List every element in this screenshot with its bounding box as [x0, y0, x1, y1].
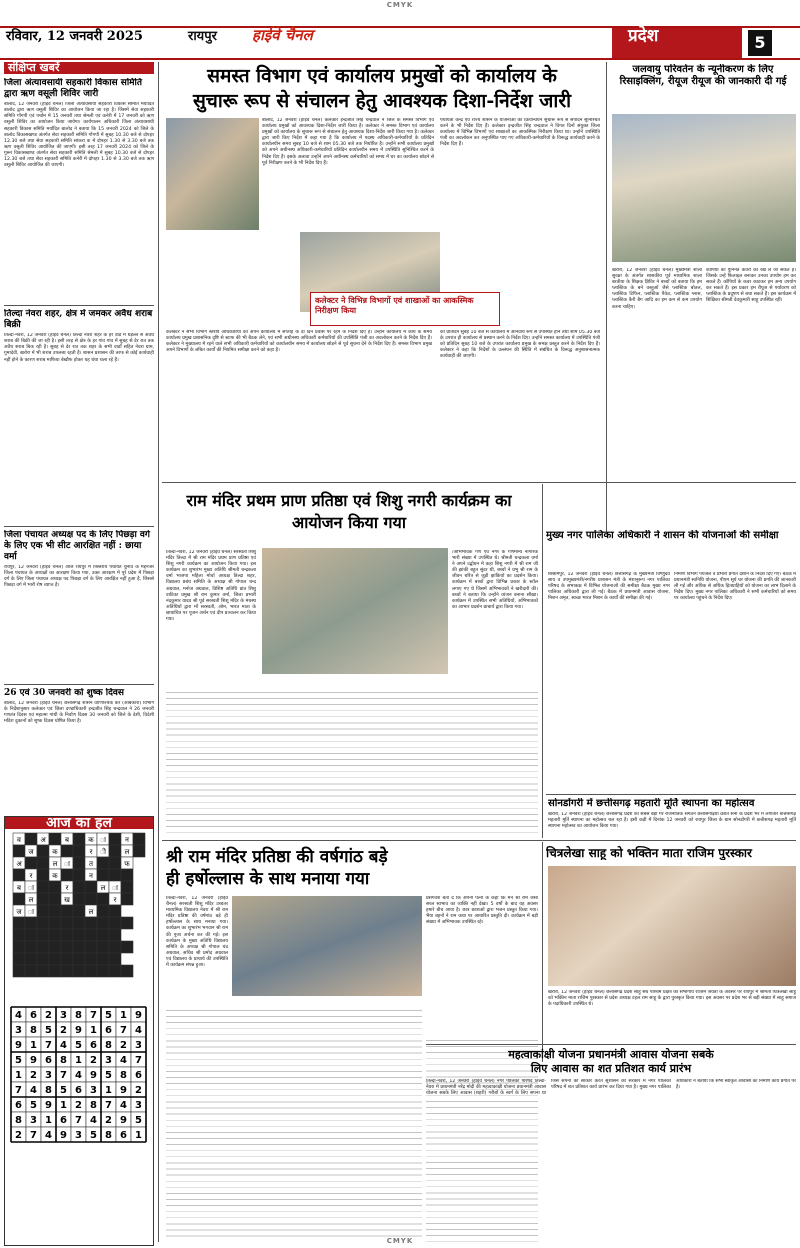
crossword-cell	[109, 905, 121, 917]
sudoku-digit: 4	[15, 1010, 22, 1022]
puzzle-title: आज का हल	[5, 817, 153, 829]
crossword-cell	[49, 917, 61, 929]
sudoku-digit: 8	[45, 1085, 52, 1097]
crossword-cell	[37, 893, 49, 905]
lead-body-4: को प्रतिदिन सुबह 10 बजे से कार्यालय में अनिवार्य रूप से उपस्थित होने तथा शाम 05.30 बजे के उपरांत ही कार्यालय से प्रस्थान करने के निर्देश दिए। उन्होंने समस्त कार्यालय में उपस्थिति पंजी को प्रतिदिन सुबह 10 बजे के उपरांत कार्यालय प्रमुख के समक्ष प्रस्तुत करने के निर्देश दिए हैं। कलेक्टर ने कहा कि निर्देशों के उल्लंघन की स्थिति में संबंधित के विरूद्ध अनुशासनात्मक कार्यवाही की जाएगी।	[440, 330, 600, 360]
section-title: प्रदेश	[628, 26, 659, 46]
crossword-cell	[85, 941, 97, 953]
crossword-cell	[97, 929, 109, 941]
brief-body-1: बालोद, 12 जनवरी (हाईवे चैनल) जिला अंत्यावसायी सहकारी विकास समिति मर्यादित बालोद द्वारा ऋण वसूली शिविर का आयोजन किया जा रहा है। जिसमें सेवा सहकारी समिति गोंगपी एवं पर्चाम में 15 जनवरी तथा श्रेमली एवं कनेरी में 17 जनवरी को ऋण वसूली शिविर का आयोजन किया जायेगा। कार्यपालन अधिकारी जिला अंत्यावसायी सहकारी विकास समिति मर्यादित बालोद ने बताया कि 15 जनवरी 2024 को जिले के बालोद विकासखण्ड अंतर्गत सेवा सहकारी समिति गोंगपी में सुबह 10.30 बजे से दोपहर 12.30 बजे तथा सेवा सहकारी समिति सांकरा क में दोपहर 1.30 से 3.30 बजे तक ऋण वसूली शिविर आयोजित की जाएगी। इसी तरह 17 जनवरी 2024 को जिले के गुरूर विकासखण्ड अंतर्गत सेवा सहकारी समिति श्रेमली में सुबह 10.30 बजे से दोपहर 12.30 बजे तथा सेवा सहकारी समिति कनेरी में दोपहर 1.30 से 3.30 बजे तक ऋण वसूली शिविर आयोजित की जाएगी।	[4, 102, 154, 169]
sudoku-digit: 4	[30, 1085, 37, 1097]
crossword-cell	[73, 857, 85, 869]
sudoku-digit: 2	[30, 1070, 37, 1082]
crossword-cell	[97, 905, 109, 917]
sudoku-digit: 4	[60, 1040, 67, 1052]
crossword-letter: ल	[88, 908, 94, 917]
lead-headline-1: समस्त विभाग एवं कार्यालय प्रमुखों को कार्यालय के	[207, 65, 557, 87]
crossword-letter: क	[52, 848, 58, 857]
anniversary-headline-1: श्री राम मंदिर प्रतिष्ठा की वर्षगांठ बड़े	[166, 847, 388, 867]
sudoku-digit: 1	[45, 1115, 52, 1127]
sudoku-digit: 1	[30, 1040, 37, 1052]
sudoku-digit: 2	[135, 1085, 142, 1097]
sudoku-digit: 6	[15, 1100, 22, 1112]
sudoku-digit: 7	[105, 1100, 112, 1112]
crossword-cell	[37, 929, 49, 941]
sudoku-digit: 1	[60, 1100, 67, 1112]
sudoku-digit: 8	[105, 1040, 112, 1052]
crossword-cell	[97, 917, 109, 929]
mahtari-headline: सोनडोंगरी में छत्तीसगढ़ महतारी मूर्ति स्थापना का महोत्सव	[548, 798, 755, 809]
crossword-cell	[37, 965, 49, 977]
school-children-photo	[612, 114, 796, 262]
sudoku-digit: 1	[135, 1130, 142, 1142]
sudoku-digit: 2	[75, 1100, 82, 1112]
lead-body-1: बालोद, 12 जनवरी (हाईवे चैनल) कलेक्टर इन्द्रजीत सिंह चन्द्रवाल ने जिले के समस्त विभाग एवं कार्यालय प्रमुखों को आवश्यक दिशा-निर्देश जारी किया है। कलेक्टर ने समस्त विभाग एवं कार्यालय प्रमुखों को कार्यालय के सुचारू रूप से संचालन हेतु आवश्यक दिशा-निर्देश जारी किया गया है। कलेक्टर द्वारा जारी किए निर्देश में कहा गया है कि कार्यालय में पदस्थ अधिकारी-कर्मचारियों के प्रतिदिन कार्यालयीन समय सुबह 10 बजे से शाम 05.30 बजे तक निर्धारित है। उन्होंने सभी कार्यालय प्रमुखों को अपने अधीनस्थ अधिकारी-कर्मचारियों प्रतिदिन कार्यालयीन समय में उपस्थिति सुनिश्चित करने के निर्देश दिए हैं। इसके अलावा उन्होंने अपने अधीनस्थ कर्मचारियों को समय में घर का कार्यालय छोड़ने से पूर्व निरीक्षण करने के भी निर्देश दिए हैं।	[262, 118, 434, 166]
sudoku-digit: 3	[30, 1115, 37, 1127]
sudoku-digit: 1	[120, 1010, 127, 1022]
lead-story	[162, 64, 602, 114]
sudoku-digit: 7	[135, 1055, 142, 1067]
sudoku-digit: 5	[90, 1130, 97, 1142]
crossword-letter: ख	[64, 896, 70, 905]
brief-headline-3: जिला पंचायत अध्यक्ष पद के लिए पिछड़ा वर्ग के लिए एक भी सीट आरक्षित नहीं : छाया वर्मा	[4, 530, 150, 563]
sudoku-digit: 8	[60, 1055, 67, 1067]
sudoku-digit: 4	[135, 1025, 142, 1037]
crossword-cell	[73, 953, 85, 965]
crossword-letter: अ	[16, 860, 22, 869]
sudoku-digit: 5	[105, 1070, 112, 1082]
sudoku-digit: 5	[135, 1115, 142, 1127]
crossword-cell	[37, 953, 49, 965]
crossword-cell	[73, 881, 85, 893]
sudoku-digit: 8	[75, 1010, 82, 1022]
crossword-letter: त	[89, 860, 93, 869]
ram-headline: राम मंदिर प्रथम प्राण प्रतिष्ठा एवं शिशु नगरी कार्यक्रम का आयोजन किया गया	[186, 491, 512, 532]
crossword-letter: र	[113, 896, 117, 905]
meeting-headline: मुख्य नगर पालिका अधिकारी ने शासन की योजनाओं की समीक्षा	[546, 530, 779, 541]
crossword-cell	[61, 845, 73, 857]
crossword-cell	[13, 917, 25, 929]
crossword-letter: ज	[28, 848, 34, 857]
crossword-cell	[97, 953, 109, 965]
crossword-cell	[61, 941, 73, 953]
collector-portrait	[166, 118, 259, 230]
sudoku-digit: 1	[90, 1025, 97, 1037]
brief-headline-1: जिला अंत्यावसायी सहकारी विकास समिति द्वारा ऋण वसूली शिविर जारी	[4, 78, 143, 100]
sudoku-digit: 1	[15, 1070, 22, 1082]
crossword-cell	[73, 905, 85, 917]
crossword-cell	[13, 893, 25, 905]
crossword-cell	[109, 869, 121, 881]
sudoku-digit: 4	[90, 1115, 97, 1127]
brief-headline-4: 26 एवं 30 जनवरी को शुष्क दिवस	[4, 688, 124, 699]
sudoku-digit: 7	[75, 1115, 82, 1127]
sudoku-digit: 5	[105, 1010, 112, 1022]
ram-body-1: तिल्दा-नेवरा, 12 जनवरी (हाईवे चैनल) सरस्वती शिशु मंदिर तिल्दा में श्री राम मंदिर प्रथम प्राण प्रतिष्ठा एवं शिशु नगरी कार्यक्रम का आयोजन किया गया। इस कार्यक्रम का शुभारंभ मुख्य अतिथि श्रीमती चन्द्रकला वर्मा भाजपा महिला मोर्चा अध्यक्ष तिल्दा शहर, विद्यालय प्रबंध समिति के अध्यक्ष श्री गोपाल चन्द अग्रवाल, मनोज अग्रवाल, विशिष्ट अतिथि प्रांत शिशु वाटिका प्रमुख श्री राम कुमार वर्मा, जिला प्रभारी नंदकुमार यादव श्री पूर्व सरस्वती शिशु मंदिर के मंचस्थ अतिथियों द्वारा माँ सरस्वती, ओम, भारत माता के छायाचित्र पर पूजन अर्चन एवं दीप प्रज्वलन कर किया गया।	[166, 550, 256, 623]
crossword-cell	[73, 893, 85, 905]
crossword-cell	[37, 941, 49, 953]
sudoku-digit: 7	[45, 1040, 52, 1052]
sudoku-digit: 8	[90, 1100, 97, 1112]
crossword-cell	[109, 917, 121, 929]
crossword-cell	[85, 881, 97, 893]
climate-body-1: खरोरा, 12 जनवरी (हाईवे चैनल) मुख्यमंत्री शाला सुरक्षा के अंतर्गत शासकीय पूर्व माध्यमिक शाला बरतीया के शिक्षक ज्ञिविर ने बच्चों को बताया कि हम प्लास्टिक के बने वस्तुओं जैसे प्लास्टिक बोतल, प्लास्टिक टिफिन, प्लास्टिक पैकेट, प्लास्टिक ग्लास, प्लास्टिक कैरी बैग आदि का हम कम से कम उपयोग करना चाहिए।	[612, 268, 702, 310]
crossword-cell	[37, 845, 49, 857]
crossword-cell	[133, 833, 145, 845]
crossword-cell	[13, 845, 25, 857]
crossword-cell	[109, 833, 121, 845]
crossword-letter: ा	[112, 884, 118, 893]
ram-story	[164, 490, 534, 534]
section-banner	[612, 28, 742, 58]
print-color-marks-bottom: CMYK	[386, 1237, 414, 1245]
sudoku-digit: 6	[105, 1025, 112, 1037]
lead-headline-2: सुचारू रूप से संचालन हेतु आवश्यक दिशा-निर्देश जारी	[192, 90, 572, 112]
sudoku-digit: 9	[90, 1070, 97, 1082]
crossword-cell	[49, 953, 61, 965]
crossword-cell	[97, 857, 109, 869]
crossword-cell	[61, 869, 73, 881]
crossword-letter: क	[88, 836, 94, 845]
issue-date: रविवार, 12 जनवरी 2025	[6, 29, 143, 44]
crossword-cell	[37, 881, 49, 893]
sudoku-digit: 2	[60, 1025, 67, 1037]
print-color-marks: CMYK	[386, 1, 414, 9]
crossword-letter: ा	[28, 908, 34, 917]
newspaper-logo: हाईवे चैनल	[252, 26, 313, 44]
crossword-letter: अ	[40, 836, 46, 845]
sudoku-digit: 2	[45, 1010, 52, 1022]
crossword-cell	[85, 929, 97, 941]
sudoku-digit: 6	[135, 1070, 142, 1082]
crossword-cell	[73, 845, 85, 857]
climate-body-2: कॉपियों को पुनिनत कवरों को रख ले जा सकते हैं। जिसके उन्हें फिलाइल बनाकर उनका उपयोग हम कर सकते हैं। कॉपियों के कवर काटकर हम अन्य उपयोग कर सकते हैं। इस प्रकार हम रीयूज से पर्यावरण को प्लास्टिक के प्रदूषण से बचा सकते हैं। इस कार्यक्रम में शिक्षिका श्रीमती देवकुमारी साहू उपस्थित रहीं।	[706, 268, 796, 304]
crossword-letter: र	[65, 884, 69, 893]
crossword-letter: न	[125, 836, 129, 845]
crossword-cell	[109, 845, 121, 857]
sudoku-digit: 2	[90, 1055, 97, 1067]
sudoku-digit: 4	[120, 1055, 127, 1067]
sudoku-digit: 7	[90, 1010, 97, 1022]
crossword-cell	[49, 893, 61, 905]
crossword-cell	[61, 953, 73, 965]
awas-headline-1: महत्वाकांक्षी योजना प्रधानमंत्री आवास योजना सबके	[508, 1048, 714, 1061]
brief-body-4: बालोद, 12 जनवरी (हाईवे चैनल) छत्तीसगढ़ शासन वाणिज्यिक कर (आबकारी) विभाग के निर्देशानुसार कलेक्टर एवं जिला दण्डाधिकारी इन्द्रजीत सिंह चन्द्रवाल ने 26 जनवरी गणतंत्र दिवस एवं महात्मा गांधी के निर्वाण दिवस 30 जनवरी को जिले के देशी, विदेशी मदिरा दुकानों को शुष्क दिवस घोषित किया है।	[4, 701, 154, 725]
brief-body-3: रायपुर, 12 जनवरी (हाईवे चैनल) आज रायपुर में त्रिस्तरीय पंचायत चुनाव के मद्देनजर जिला पंचायत के अध्यक्षों का आरक्षण किया गया, उक्त आरक्षण में पूरे प्रदेश में पिछड़ा वर्ग के लिए जिला पंचायत अध्यक्ष पद पिछड़ा वर्ग के लिए आरक्षित नहीं हुआ है, जिससे पिछड़ा वर्ग में भारी रोष व्याप्त है।	[4, 565, 154, 589]
crossword-cell	[61, 965, 73, 977]
brief-title: संक्षिप्त खबरें	[4, 62, 154, 74]
crossword-cell	[49, 965, 61, 977]
crossword-cell	[97, 893, 109, 905]
sudoku-digit: 3	[60, 1010, 67, 1022]
crossword-cell	[73, 941, 85, 953]
sudoku-digit: 6	[30, 1010, 37, 1022]
anniversary-story	[166, 846, 536, 890]
crossword-letter: न	[89, 872, 93, 881]
climate-story	[610, 64, 796, 88]
puzzle-box	[4, 816, 154, 1246]
inspection-caption: कलेक्टर ने विभिन्न विभागों एवं शाखाओं का आकस्मिक निरीक्षण किया	[315, 295, 474, 315]
crossword-cell	[25, 857, 37, 869]
crossword-cell	[121, 881, 133, 893]
crossword-cell	[109, 953, 121, 965]
crossword-cell	[85, 893, 97, 905]
crossword-letter: ल	[100, 884, 106, 893]
crossword-cell	[13, 941, 25, 953]
meeting-body-2: निर्माण विभाग पेयजल व प्रभारी प्रगति दर्शाने के निर्देश दिए गए। बैठक में प्रधानमंत्री स्वनिधि योजना, पीएम सूर्य घर योजना की प्रगति की जानकारी ली गई और अधिक से अधिक हितग्राहियों को योजना का लाभ दिलाने के निर्देश दिए। मुख्य नगर पालिका अधिकारी ने सभी कर्मचारियों को समय पर कार्यालय पहुंचने के निर्देश दिए।	[674, 572, 796, 602]
crossword-cell	[49, 905, 61, 917]
crossword-cell	[49, 929, 61, 941]
crossword-cell	[85, 953, 97, 965]
sudoku-digit: 3	[90, 1085, 97, 1097]
chitralekha-story	[546, 846, 796, 860]
lead-body-2: कलेक्टर ने सभी विभाग स्तरीय अधिकारियों को अपने कार्यालय में सप्ताह के दो दिन प्रवास पर रहने के निर्देश दिए हैं। उन्होंने कार्यालय में कार्य के समय कार्यालय प्रमुख प्रशासनिक दृष्टि से स्टाफ की भी बैठक लेने, एवं सभी अधीनस्थ अधिकारी कर्मचारियों की उपस्थिति पंजी का अवलोकन करने के निर्देश दिए हैं। कलेक्टर ने मुख्यालय में रहने वाले सभी अधिकारी कर्मचारियों को कार्यालयीन समय में कार्यालय छोड़ने से पूर्व सूचना देने के निर्देश दिए हैं। समस्त विभाग प्रमुख अपने विभागों के लंबित कार्यों की नियमित समीक्षा करने को कहा है।	[166, 330, 432, 354]
mahtari-body: खरोरा, 12 जनवरी (हाईवे चैनल) छत्तीसगढ़ प्रदेश की सबसे बड़ी गैर राजनीतिक संगठन छत्तीसगढ़िया क्रांति सेना के प्रदेश भर में लगातार छत्तीसगढ़ महतारी मूर्ति स्थापना का महोत्सव चल रहा है। इसी कड़ी में दिनांक 12 जनवरी को रायपुर जिला के ग्राम सोनडोंगरी में छत्तीसगढ़ महतारी मूर्ति स्थापना महोत्सव का आयोजन किया गया।	[548, 812, 796, 830]
crossword-letter: ल	[52, 860, 58, 869]
crossword-cell	[13, 965, 25, 977]
brief-body-2: तिल्दा-नेवरा, 12 जनवरी (हाईवे चैनल) तिल्दा नेवरा शहर के हर वार्ड में धड़ल्ले से अवैध शराब की बिक्री की जा रही है। इसी तरह से क्षेत्र के हर गांव गांव में सुबह से देर रात तक अवैध शराब बिक रही है। सुबह से देर रात तक शहर के सभी वार्डों सहित नेवरा ग्राम, गुमादेवी, खरोरा में भी शराब उपलब्ध रहती है। शासन प्रशासन की तरफ से कोई कार्यवाही नहीं होने के कारण शराब माफिया बेखौफ होकर यह धंधा चला रहे हैं।	[4, 333, 154, 363]
sudoku-digit: 9	[135, 1010, 142, 1022]
sudoku-digit: 3	[15, 1025, 22, 1037]
sudoku-digit: 9	[30, 1055, 37, 1067]
crossword-letter: ा	[100, 836, 106, 845]
crossword-letter: ल	[124, 848, 130, 857]
sudoku-digit: 1	[105, 1085, 112, 1097]
crossword-cell	[121, 893, 133, 905]
crossword-letter: व	[17, 836, 21, 845]
crossword-letter: ज	[16, 908, 22, 917]
crossword-cell	[25, 833, 37, 845]
climate-headline: जलवायु परिवर्तन के न्यूनीकरण के लिए रिसाइक्लिंग, रीयूज रीयूज की जानकारी दी गई	[619, 64, 787, 87]
sudoku-digit: 9	[120, 1115, 127, 1127]
sudoku-digit: 7	[60, 1070, 67, 1082]
crossword-cell	[37, 857, 49, 869]
crossword-cell	[85, 965, 97, 977]
crossword-grid	[5, 829, 153, 999]
crossword-letter: ल	[28, 896, 34, 905]
crossword-cell	[25, 953, 37, 965]
crossword-cell	[73, 833, 85, 845]
sudoku-digit: 3	[45, 1070, 52, 1082]
crossword-letter: र	[29, 872, 33, 881]
sudoku-digit: 5	[75, 1040, 82, 1052]
crossword-cell	[37, 917, 49, 929]
sudoku-digit: 5	[15, 1055, 22, 1067]
crossword-letter: ब	[17, 884, 21, 893]
anniversary-headline-2: ही हर्षोल्लास के साथ मनाया गया	[166, 869, 370, 889]
anniversary-photo	[232, 896, 422, 996]
sudoku-digit: 5	[30, 1100, 37, 1112]
crossword-cell	[109, 965, 121, 977]
sudoku-digit: 7	[120, 1025, 127, 1037]
anniversary-body-2: प्रसंगवश बता दें कि अपनी पत्नी के कहा कि मैंने श्री राम जैसा सरल स्वभाव का व्यक्ति नहीं देखा। 5 वर्षों के बाद यह अवसर हमारे बीच आया है। छात्र छात्राओं द्वारा भजन प्रस्तुत किया गया। भैया बहनों ने राम कथा पर आधारित प्रस्तुति दी। कार्यक्रम में बड़ी संख्या में अभिभावक उपस्थित रहे।	[426, 896, 538, 926]
sudoku-digit: 3	[135, 1100, 142, 1112]
crossword-cell	[97, 965, 109, 977]
sudoku-digit: 5	[60, 1085, 67, 1097]
crossword-letter: ी	[100, 848, 106, 857]
sudoku-digit: 1	[75, 1055, 82, 1067]
crossword-cell	[121, 917, 133, 929]
sudoku-digit: 3	[105, 1055, 112, 1067]
crossword-cell	[49, 833, 61, 845]
crossword-cell	[73, 869, 85, 881]
crossword-cell	[37, 869, 49, 881]
meeting-story	[546, 530, 796, 542]
crossword-letter: ा	[28, 884, 34, 893]
page-number: 5	[748, 30, 772, 56]
crossword-letter: र	[89, 848, 93, 857]
crossword-cell	[73, 917, 85, 929]
sudoku-grid	[5, 1001, 153, 1231]
crossword-cell	[61, 917, 73, 929]
brief-headline-2: तिल्दा नेवरा शहर, क्षेत्र में जमकर अवैध शराब बिक्री	[4, 309, 153, 331]
inspection-caption-box	[310, 292, 500, 326]
sudoku-digit: 8	[30, 1025, 37, 1037]
awas-story	[426, 1048, 796, 1239]
crossword-cell	[121, 941, 133, 953]
crossword-cell	[133, 845, 145, 857]
crossword-cell	[13, 869, 25, 881]
sudoku-digit: 7	[30, 1130, 37, 1142]
crossword-cell	[73, 929, 85, 941]
chitralekha-headline: चित्रलेखा साहू को भक्तिन माता राजिम पुरस्कार	[546, 846, 752, 860]
sudoku-digit: 2	[105, 1115, 112, 1127]
mahtari-story	[548, 798, 796, 844]
sudoku-digit: 3	[75, 1130, 82, 1142]
sudoku-digit: 3	[135, 1040, 142, 1052]
chitralekha-body: खरोरा, 12 जनवरी (हाईवे चैनल) छत्तीसगढ़ प्रदेश साहू संघ पश्चिम प्रक्षेत्र की संभागीय राजिम जयंती के अवसर पर रायपुर में श्रीमती चित्रलेखा साहू को भक्तिन माता राजिम पुरस्कार से प्रदेश अध्यक्ष टहल राम साहू के द्वारा पुरस्कृत किया गया। इस अवसर पर प्रदेश भर से बड़ी संख्या में साहू समाज के पदाधिकारी उपस्थित थे।	[548, 990, 796, 1008]
sudoku-digit: 8	[105, 1130, 112, 1142]
crossword-cell	[61, 905, 73, 917]
awas-body: तिल्दा-नेवरा, 12 जनवरी (हाईवे चैनल) नगर पालिका परिषद तिल्दा-नेवरा में प्रधानमंत्री नरेंद्र मोदी की महत्वाकांक्षी योजना प्रधानमंत्री आवास योजना सबके लिए आवास (शहरी) गरीबों के स्वर्ग के लिए सपना था जिसे सपनों को साकार करते सुशासन की सरकार में नगर पालिका परिषद में शत प्रतिशत कार्य प्रारंभ कर दिया गया है। मुख्य नगर पालिका अधिकारी ने बताया कि सभी स्वीकृत आवासों का निर्माण कार्य प्रगति पर है।	[426, 1079, 796, 1097]
crossword-letter: क	[52, 872, 58, 881]
masthead	[0, 26, 800, 60]
ram-body-2: /अभिभावक गण एवं नगर के गणमान्य नागरिक भारी संख्या में उपस्थित थे। श्रीमती चन्द्रकला वर्मा ने अपने उद्बोधन में कहा शिशु नगरी में श्री राम जी की झांकी बहुत सुंदर थी, बच्चों ने प्रभु श्री राम के जीवन चरित्र से जुड़ी झांकियों का प्रदर्शन किया। कार्यक्रम में बच्चों द्वारा विभिन्न प्रकार के स्टॉल लगाए गए थे जिसमें अभिभावकों ने खरीदारी की। बच्चों ने बताया कि उन्होंने व्यंजन बनाना सीखा। कार्यक्रम में उपस्थित सभी अतिथियों, अभिभावकों का आभार प्रदर्शन प्राचार्य द्वारा किया गया।	[452, 550, 538, 610]
crossword-cell	[25, 929, 37, 941]
sudoku-digit: 6	[75, 1085, 82, 1097]
sudoku-digit: 9	[120, 1085, 127, 1097]
sudoku-digit: 4	[75, 1070, 82, 1082]
crossword-cell	[61, 929, 73, 941]
crossword-cell	[49, 881, 61, 893]
sudoku-digit: 7	[15, 1085, 22, 1097]
sudoku-digit: 4	[120, 1100, 127, 1112]
crossword-cell	[109, 941, 121, 953]
lead-body-3: पंचायती केन्द्र एवं राज्य शासन के योजनाओं का क्रियान्वयन सुचारू रूप से संपादन सुनिश्चित करने के भी निर्देश दिए हैं। कलेक्टर इन्द्रजीत सिंह चन्द्रवाल ने विगत दिनों संयुक्त जिला कार्यालय में विभिन्न विभागों एवं शाखाओं का आकस्मिक निरीक्षण किया था। उन्होंने उपस्थिति पंजी का अवलोकन कर अनुपस्थित पाए गए अधिकारी-कर्मचारियों के विरूद्ध कार्यवाही करने के निर्देश दिए हैं।	[440, 118, 600, 148]
crossword-cell	[25, 917, 37, 929]
crossword-cell	[85, 917, 97, 929]
crossword-cell	[37, 905, 49, 917]
crossword-cell	[13, 953, 25, 965]
crossword-letter: फ	[124, 860, 130, 869]
crossword-cell	[97, 869, 109, 881]
crossword-cell	[109, 929, 121, 941]
sudoku-digit: 2	[15, 1130, 22, 1142]
crossword-cell	[49, 941, 61, 953]
crossword-cell	[73, 965, 85, 977]
crossword-cell	[109, 857, 121, 869]
sudoku-digit: 9	[15, 1040, 22, 1052]
sudoku-digit: 9	[75, 1025, 82, 1037]
crossword-cell	[13, 929, 25, 941]
ram-event-photo	[262, 548, 448, 674]
crossword-letter: ब	[65, 836, 69, 845]
crossword-letter: ा	[64, 860, 70, 869]
awas-headline-2: लिए आवास का शत प्रतिशत कार्य प्रारंभ	[530, 1062, 692, 1075]
sudoku-digit: 8	[120, 1070, 127, 1082]
meeting-body-1: बिश्रामपुर, 12 जनवरी (हाईवे चैनल) छत्तीसगढ़ के मुख्यमंत्री विष्णुदेव साय व उपमुख्यमंत्री/नगरीय प्रशासन मंत्री के मंशानुरूप नगर पालिका परिषद के सभाकक्ष में विभिन्न योजनाओं की समीक्षा बैठक मुख्य नगर पालिका अधिकारी द्वारा ली गई। बैठक में प्रधानमंत्री आवास योजना, मिशन अमृत, स्वच्छ भारत मिशन के कार्यों की समीक्षा की गई।	[548, 572, 670, 602]
edition-city: रायपुर	[188, 29, 217, 44]
sudoku-digit: 6	[60, 1115, 67, 1127]
sudoku-digit: 8	[15, 1115, 22, 1127]
sudoku-digit: 5	[45, 1025, 52, 1037]
sudoku-digit: 9	[45, 1100, 52, 1112]
sudoku-digit: 2	[120, 1040, 127, 1052]
anniversary-body-1: तिल्दा-नेवरा, 12 जनवरी (हाईवे चैनल) सरस्वती शिशु मंदिर उच्चतर माध्यमिक विद्यालय नेवरा में श्री राम मंदिर प्रतिष्ठा की वर्षगांठ बड़े ही हर्षोल्लास के साथ मनाया गया। कार्यक्रम का शुभारंभ भगवान श्री राम की पूजा अर्चना कर की गई। इस कार्यक्रम के मुख्य अतिथि विद्यालय समिति के अध्यक्ष श्री गोपाल चंद अग्रवाल, सचिव श्री प्रमोद अग्रवाल एवं विद्यालय के प्राचार्य की उपस्थिति में कार्यक्रम संपन्न हुआ।	[166, 896, 228, 969]
sudoku-digit: 9	[60, 1130, 67, 1142]
sudoku-digit: 6	[90, 1040, 97, 1052]
crossword-cell	[121, 965, 133, 977]
crossword-cell	[121, 869, 133, 881]
crossword-cell	[25, 941, 37, 953]
award-photo	[548, 866, 796, 986]
sudoku-digit: 6	[120, 1130, 127, 1142]
crossword-cell	[25, 965, 37, 977]
sudoku-digit: 6	[45, 1055, 52, 1067]
crossword-cell	[97, 941, 109, 953]
sudoku-digit: 4	[45, 1130, 52, 1142]
